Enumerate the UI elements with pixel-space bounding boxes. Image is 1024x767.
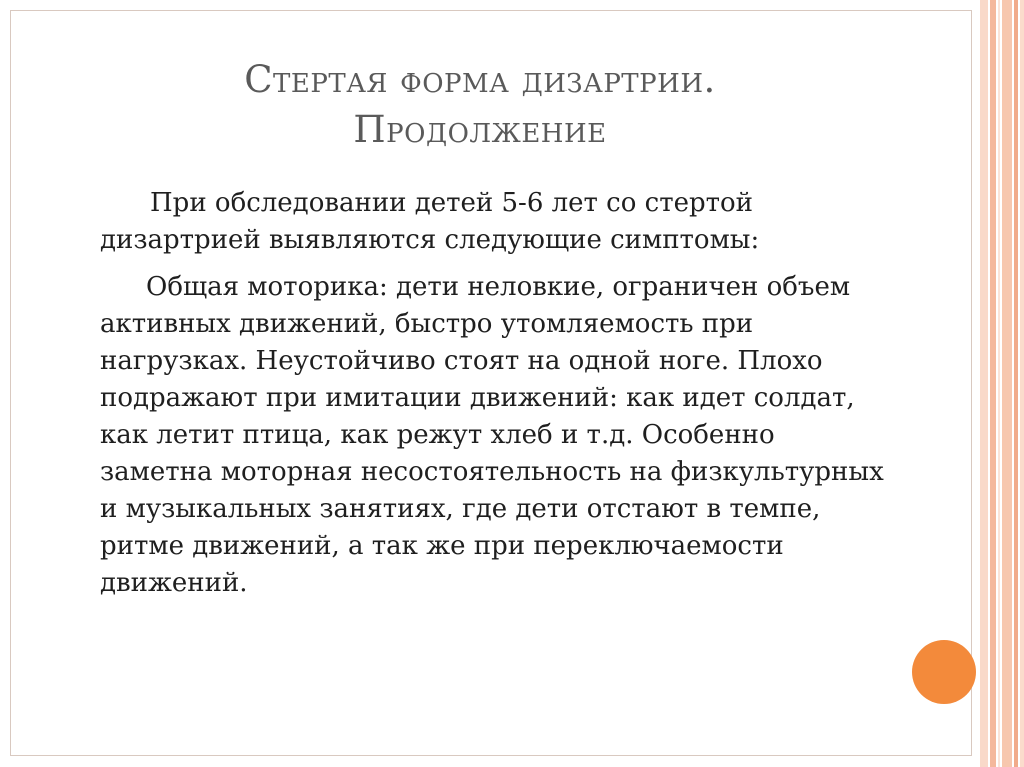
slide-body <box>100 185 890 612</box>
stripe <box>980 0 988 767</box>
title-line-2: Продолжение <box>353 108 607 151</box>
decorative-stripes <box>980 0 1024 767</box>
stripe <box>1002 0 1012 767</box>
paragraph-motor-skills: Общая моторика: дети неловкие, ограничен объем активных движений, быстро утомляемость при нагрузках. Неустойчиво стоят на одной ноге. Плохо подражают при имитации движений: как идет солдат, как летит птица, как режут хлеб и т.д. Особенно заметна моторная несостоятельность на физкультурных и музыкальных занятиях, где дети отстают в темпе, ритме движений, а так же при переключаемости движений. <box>100 272 884 598</box>
stripe <box>1020 0 1024 767</box>
stripe <box>1014 0 1018 767</box>
decorative-circle <box>912 640 976 704</box>
paragraph-intro: При обследовании детей 5-6 лет со стертой дизартрией выявляются следующие симптомы: <box>100 188 760 255</box>
slide-title <box>100 55 860 155</box>
stripe <box>998 0 1000 767</box>
title-line-1: Стертая форма дизартрии. <box>244 58 716 101</box>
stripe <box>990 0 996 767</box>
